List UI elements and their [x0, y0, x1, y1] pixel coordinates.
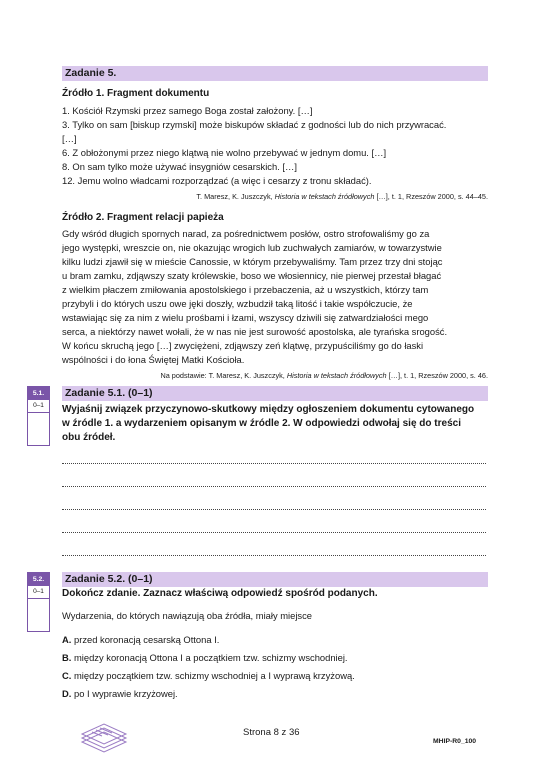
- score-box-number: 5.1.: [28, 387, 49, 400]
- source2-line: W końcu skruchą jego […] zwyciężeni, zdjąwszy zeń klątwę, przypuściliśmy go do łaski: [62, 340, 424, 351]
- source1-line: 12. Jemu wolno władcami rozporządzać (a więc i cesarzy z tronu składać).: [62, 175, 372, 186]
- answer-line[interactable]: [62, 532, 486, 533]
- task52-instruction: Dokończ zdanie. Zaznacz właściwą odpowiedź spośród podanych.: [62, 588, 378, 599]
- option-letter: D.: [62, 688, 72, 699]
- source1-line: 6. Z obłożonymi przez niego klątwą nie wolno przebywać w jednym domu. […]: [62, 147, 387, 158]
- option-letter: C.: [62, 670, 72, 681]
- task51-header: Zadanie 5.1. (0–1): [62, 386, 488, 401]
- answer-line[interactable]: [62, 555, 486, 556]
- answer-line[interactable]: [62, 509, 486, 510]
- option-b[interactable]: [62, 652, 348, 663]
- answer-line[interactable]: [62, 463, 486, 464]
- score-box-points: 0–1: [28, 400, 49, 413]
- source2-line: wstawiając się za nim z wielu prośbami i łzami, wszyscy dziwili się zatwardziałości mego: [62, 312, 429, 323]
- task52-header: Zadanie 5.2. (0–1): [62, 572, 488, 587]
- instruction-line: Wyjaśnij związek przyczynowo-skutkowy między ogłoszeniem dokumentu cytowanego: [62, 404, 475, 415]
- option-c[interactable]: [62, 670, 355, 681]
- option-text: między koronacją Ottona I a początkiem tzw. schizmy wschodniej.: [71, 652, 348, 663]
- source1-line: 1. Kościół Rzymski przez samego Boga został założony. […]: [62, 105, 313, 116]
- page-number: Strona 8 z 36: [243, 727, 300, 738]
- option-text: między początkiem tzw. schizmy wschodniej a I wyprawą krzyżową.: [71, 670, 355, 681]
- source1-citation: T. Maresz, K. Juszczyk, Historia w tekstach źródłowych […], t. 1, Rzeszów 2000, s. 44–45.: [196, 192, 488, 201]
- source2-line: wspólności i do łona Świętej Matki Kościoła.: [62, 354, 245, 365]
- source1-line: 3. Tylko on sam [biskup rzymski] może biskupów składać z godności lub do nich przywracać.: [62, 119, 447, 130]
- source2-line: u bram zamku, zdjąwszy szaty królewskie, boso we włosiennicy, nie pierwej przestał błagać: [62, 270, 442, 281]
- source2-line: kilku ludzi zjawił się w mieście Canossie, w którym przebywaliśmy. Tam przez trzy dni stojąc: [62, 256, 443, 267]
- source2-title: Źródło 2. Fragment relacji papieża: [62, 212, 224, 223]
- option-letter: B.: [62, 652, 72, 663]
- cke-logo-icon: [78, 720, 130, 754]
- instruction-line: w źródle 1. a wydarzeniem opisanym w źródle 2. W odpowiedzi odwołaj się do treści: [62, 418, 461, 429]
- score-box-points: 0–1: [28, 586, 49, 599]
- option-a[interactable]: [62, 634, 219, 645]
- source1-line: […]: [62, 133, 77, 144]
- source2-citation: Na podstawie: T. Maresz, K. Juszczyk, Historia w tekstach źródłowych […], t. 1, Rzeszów 2000, s. 46.: [160, 371, 488, 380]
- option-text: po I wyprawie krzyżowej.: [71, 688, 178, 699]
- instruction-line: obu źródeł.: [62, 432, 116, 443]
- source2-line: Gdy wśród długich spornych narad, za pośrednictwem posłów, ostro strofowaliśmy go za: [62, 228, 430, 239]
- score-box-5-2: [27, 572, 50, 632]
- source2-line: serca, a niektórzy nawet wołali, że w nas nie jest surowość apostolska, ale tyrańska srogość.: [62, 326, 448, 337]
- source2-line: przybyli i do których uszu owe jęki doszły, wzbudził taką litość i takie współczucie, że: [62, 298, 413, 309]
- option-text: przed koronacją cesarską Ottona I.: [71, 634, 220, 645]
- answer-line[interactable]: [62, 486, 486, 487]
- option-d[interactable]: [62, 688, 178, 699]
- option-letter: A.: [62, 634, 72, 645]
- score-box-5-1: [27, 386, 50, 446]
- score-box-number: 5.2.: [28, 573, 49, 586]
- source1-line: 8. On sam tylko może używać insygniów cesarskich. […]: [62, 161, 297, 172]
- exam-code: MHIP-R0_100: [433, 738, 477, 745]
- task52-stem: Wydarzenia, do których nawiązują oba źródła, miały miejsce: [62, 610, 313, 621]
- source2-line: jego występki, wreszcie on, nie okazując wrogich lub zuchwałych zamiarów, w towarzystwie: [62, 242, 442, 253]
- source2-line: z wielkim płaczem zmiłowania apostolskiego i przebaczenia, aż u wszystkich, którzy tam: [62, 284, 429, 295]
- source1-title: Źródło 1. Fragment dokumentu: [62, 88, 210, 99]
- task-header: Zadanie 5.: [62, 66, 488, 81]
